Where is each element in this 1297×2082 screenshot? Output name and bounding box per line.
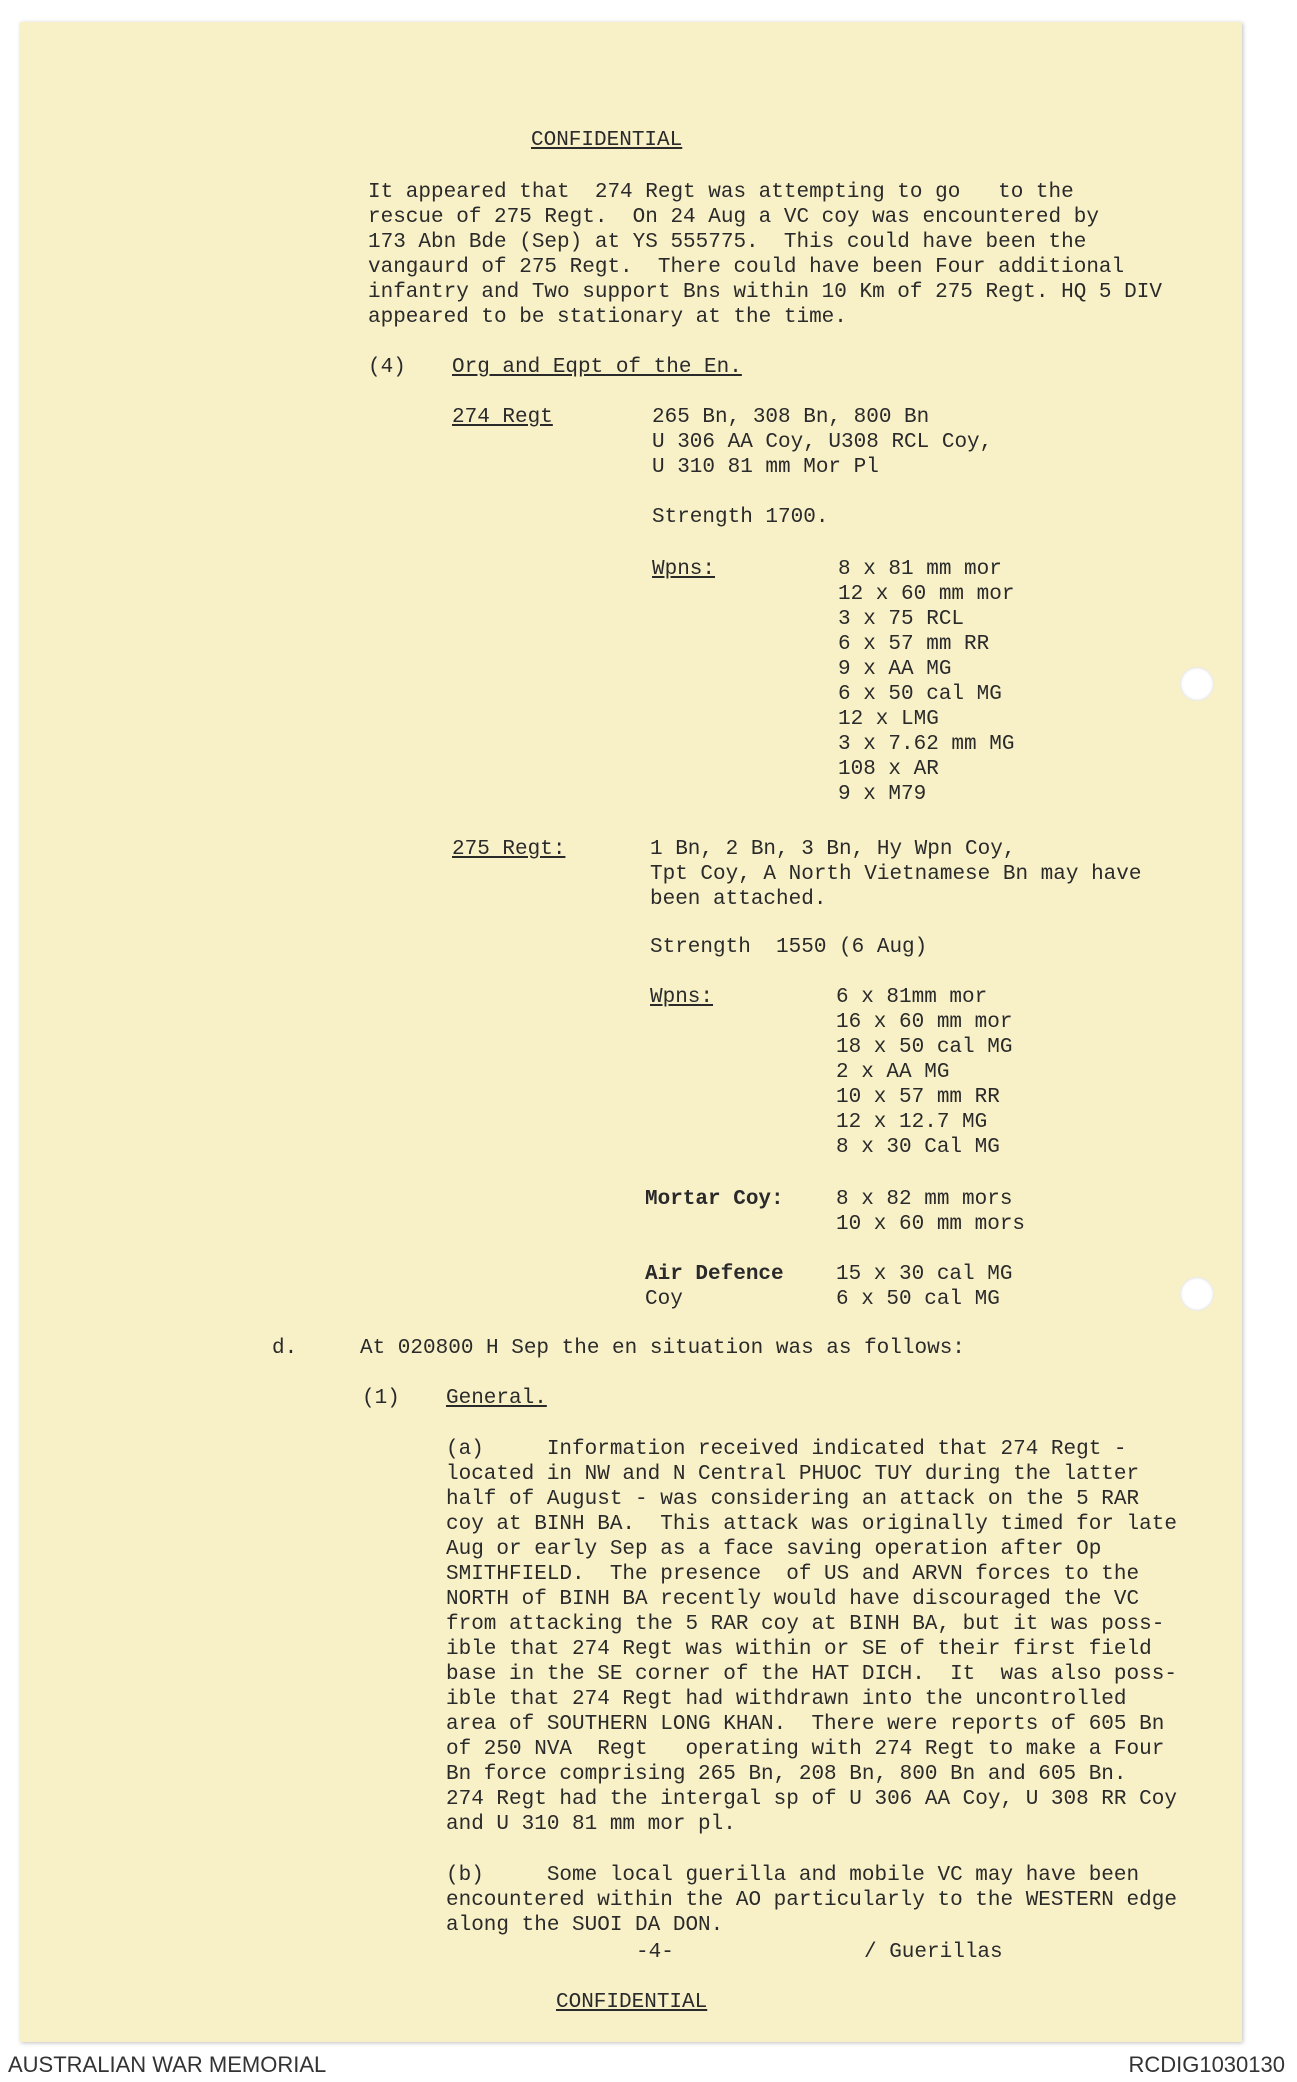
intro-line: It appeared that 274 Regt was attempting to go to the [368, 181, 1074, 204]
regt-274-strength: Strength 1700. [652, 506, 829, 529]
weapon-item: 10 x 57 mm RR [836, 1086, 1000, 1109]
para-d-text: At 020800 H Sep the en situation was as follows: [360, 1337, 965, 1360]
para-b-line: along the SUOI DA DON. [446, 1914, 724, 1937]
general-number: (1) [362, 1387, 400, 1410]
weapon-item: 6 x 50 cal MG [838, 683, 1002, 706]
punch-hole-bottom [1180, 1277, 1214, 1311]
section-number: (4) [368, 356, 406, 379]
para-a-line: base in the SE corner of the HAT DICH. It was also poss- [446, 1663, 1177, 1686]
regt-275-units: Tpt Coy, A North Vietnamese Bn may have [650, 863, 1142, 886]
section-title: Org and Eqpt of the En. [452, 356, 742, 379]
weapon-item: 3 x 75 RCL [838, 608, 965, 631]
air-defence-item: 15 x 30 cal MG [836, 1263, 1013, 1286]
weapon-item: 9 x M79 [838, 783, 927, 806]
para-a-line: and U 310 81 mm mor pl. [446, 1813, 736, 1836]
para-d-letter: d. [272, 1337, 298, 1360]
weapon-item: 12 x 12.7 MG [836, 1111, 988, 1134]
mortar-coy-label: Mortar Coy: [645, 1188, 784, 1211]
archive-id: RCDIG1030130 [1128, 2052, 1285, 2077]
weapon-item: 12 x LMG [838, 708, 939, 731]
weapon-item: 8 x 81 mm mor [838, 558, 1002, 581]
para-a-line: ible that 274 Regt was within or SE of their first field [446, 1638, 1152, 1661]
weapon-item: 12 x 60 mm mor [838, 583, 1015, 606]
para-a-line: located in NW and N Central PHUOC TUY during the latter [446, 1463, 1140, 1486]
para-a-line: Aug or early Sep as a face saving operation after Op [446, 1538, 1102, 1561]
general-title: General. [446, 1387, 547, 1410]
regt-275-strength: Strength 1550 (6 Aug) [650, 936, 928, 959]
intro-line: infantry and Two support Bns within 10 Km of 275 Regt. HQ 5 DIV [368, 281, 1162, 304]
regt-275-units: 1 Bn, 2 Bn, 3 Bn, Hy Wpn Coy, [650, 838, 1016, 861]
para-a-line: ible that 274 Regt had withdrawn into the uncontrolled [446, 1688, 1127, 1711]
weapon-item: 18 x 50 cal MG [836, 1036, 1013, 1059]
weapon-item: 8 x 30 Cal MG [836, 1136, 1000, 1159]
intro-line: rescue of 275 Regt. On 24 Aug a VC coy was encountered by [368, 206, 1099, 229]
regt-275-wpns-label: Wpns: [650, 986, 714, 1009]
intro-line: 173 Abn Bde (Sep) at YS 555775. This could have been the [368, 231, 1087, 254]
para-b-line: encountered within the AO particularly to the WESTERN edge [446, 1889, 1177, 1912]
archive-name: AUSTRALIAN WAR MEMORIAL [8, 2052, 327, 2077]
regt-274-units: 265 Bn, 308 Bn, 800 Bn [652, 406, 930, 429]
mortar-item: 8 x 82 mm mors [836, 1188, 1013, 1211]
para-a-line: NORTH of BINH BA recently would have discouraged the VC [446, 1588, 1140, 1611]
regt-274-units: U 310 81 mm Mor Pl [652, 456, 879, 479]
intro-line: vangaurd of 275 Regt. There could have been Four additional [368, 256, 1125, 279]
para-a-line: (a) Information received indicated that 274 Regt - [446, 1438, 1127, 1461]
weapon-item: 9 x AA MG [838, 658, 952, 681]
regt-275-units: been attached. [650, 888, 827, 911]
air-defence-label-coy: Coy [645, 1288, 683, 1311]
para-a-line: area of SOUTHERN LONG KHAN. There were reports of 605 Bn [446, 1713, 1165, 1736]
regt-275-label: 275 Regt: [452, 838, 566, 861]
punch-hole-top [1180, 667, 1214, 701]
intro-line: appeared to be stationary at the time. [368, 306, 847, 329]
weapon-item: 2 x AA MG [836, 1061, 950, 1084]
regt-274-units: U 306 AA Coy, U308 RCL Coy, [652, 431, 993, 454]
para-a-line: from attacking the 5 RAR coy at BINH BA, but it was poss- [446, 1613, 1165, 1636]
mortar-item: 10 x 60 mm mors [836, 1213, 1026, 1236]
para-a-line: coy at BINH BA. This attack was originally timed for late [446, 1513, 1177, 1536]
para-a-line: SMITHFIELD. The presence of US and ARVN forces to the [446, 1563, 1140, 1586]
air-defence-item: 6 x 50 cal MG [836, 1288, 1000, 1311]
weapon-item: 3 x 7.62 mm MG [838, 733, 1015, 756]
para-b-line: (b) Some local guerilla and mobile VC may have been [446, 1864, 1140, 1887]
regt-274-label: 274 Regt [452, 406, 553, 429]
para-a-line: half of August - was considering an attack on the 5 RAR [446, 1488, 1140, 1511]
page-number: -4- [636, 1941, 674, 1964]
weapon-item: 6 x 81mm mor [836, 986, 988, 1009]
para-a-line: Bn force comprising 265 Bn, 208 Bn, 800 Bn and 605 Bn. [446, 1763, 1127, 1786]
classification-header: CONFIDENTIAL [531, 129, 683, 152]
regt-274-wpns-label: Wpns: [652, 558, 716, 581]
weapon-item: 16 x 60 mm mor [836, 1011, 1013, 1034]
catchword: / Guerillas [864, 1941, 1003, 1964]
para-a-line: 274 Regt had the intergal sp of U 306 AA Coy, U 308 RR Coy [446, 1788, 1177, 1811]
classification-footer: CONFIDENTIAL [556, 1991, 708, 2014]
para-a-line: of 250 NVA Regt operating with 274 Regt to make a Four [446, 1738, 1165, 1761]
weapon-item: 6 x 57 mm RR [838, 633, 990, 656]
weapon-item: 108 x AR [838, 758, 939, 781]
air-defence-label: Air Defence [645, 1263, 784, 1286]
